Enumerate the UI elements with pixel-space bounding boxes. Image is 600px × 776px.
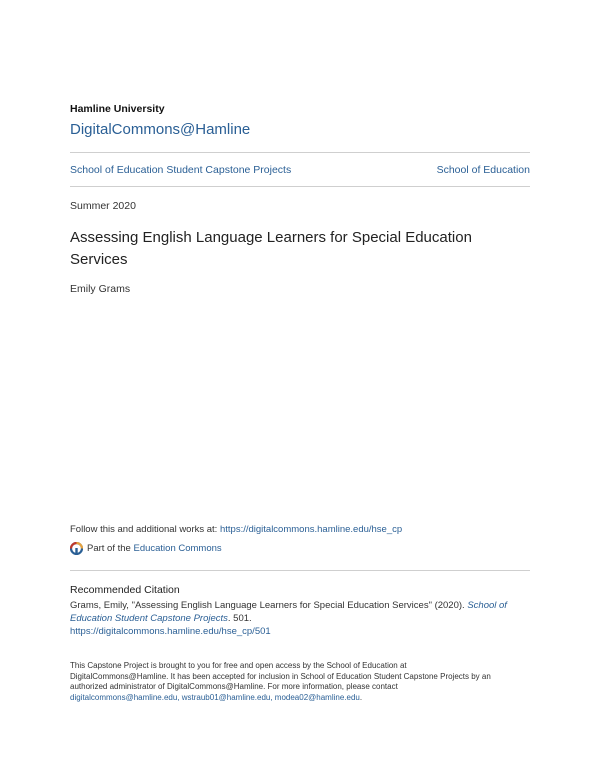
repository-link[interactable]: DigitalCommons@Hamline: [70, 121, 251, 138]
follow-url-link[interactable]: https://digitalcommons.hamline.edu/hse_cp: [219, 524, 403, 535]
contact-emails-link[interactable]: digitalcommons@hamline.edu, wstraub01@hamline.edu, modea02@hamline.edu: [70, 692, 360, 702]
access-notice: [70, 661, 500, 703]
divider-citation: [70, 570, 530, 571]
document-title: Assessing English Language Learners for Special Education Services: [70, 229, 472, 268]
follow-line: [70, 524, 402, 535]
bepress-logo-icon: [70, 542, 83, 555]
citation-prefix: Grams, Emily, "Assessing English Language Learners for Special Education Services" (2020).: [70, 600, 468, 611]
citation-suffix: . 501.: [227, 613, 252, 624]
divider-top: [70, 152, 530, 153]
recommended-citation-heading: Recommended Citation: [70, 584, 180, 596]
citation-url-link[interactable]: https://digitalcommons.hamline.edu/hse_cp/501: [70, 626, 271, 637]
part-of-label: Part of the: [87, 543, 131, 554]
series-link[interactable]: School of Education Student Capstone Projects: [70, 164, 292, 176]
citation-series: School of Education Student Capstone Projects: [70, 600, 507, 624]
part-of-line: [70, 542, 222, 555]
access-notice-end: .: [359, 692, 363, 702]
parent-link[interactable]: School of Education: [436, 164, 530, 176]
access-notice-text: This Capstone Project is brought to you for free and open access by the School of Education at DigitalCommons@Hamline. It has been accepted for inclusion in School of Education Student Capstone Projects by an authorized administrator of DigitalCommons@Hamline. For more information, please contact: [70, 661, 491, 691]
publication-date: Summer 2020: [70, 200, 136, 212]
citation-text: [70, 599, 530, 638]
author-name: Emily Grams: [70, 283, 131, 295]
follow-label: Follow this and additional works at:: [70, 524, 220, 535]
university-name: Hamline University: [70, 103, 165, 115]
education-commons-link[interactable]: Education Commons: [133, 543, 222, 554]
divider-nav: [70, 186, 530, 187]
